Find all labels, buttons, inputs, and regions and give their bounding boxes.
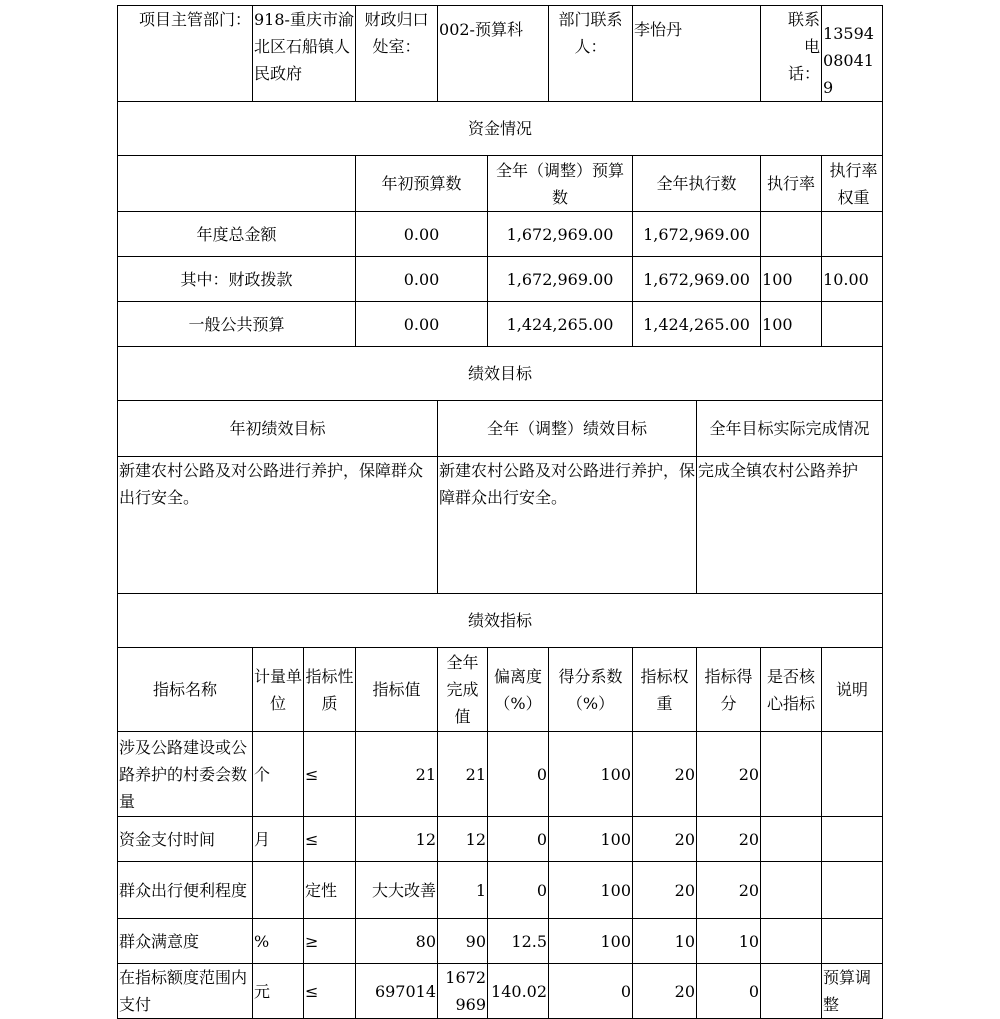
funds-row-rate: 100 [761,257,822,302]
ind-completed: 1672969 [438,964,488,1019]
ind-nature: ≥ [304,919,356,964]
goals-adjusted-text: 新建农村公路及对公路进行养护，保障群众出行安全。 [438,457,697,594]
funds-row-adjusted: 1,672,969.00 [488,212,633,257]
performance-table [117,5,883,1019]
ind-note [822,862,883,919]
ind-score: 20 [697,732,761,817]
ind-score: 20 [697,817,761,862]
ind-deviation: 0 [488,817,549,862]
ind-name: 涉及公路建设或公路养护的村委会数量 [118,732,253,817]
ind-score: 0 [697,964,761,1019]
ind-unit: % [253,919,304,964]
ind-core [761,964,822,1019]
funds-row-rate: 100 [761,302,822,347]
funds-row-adjusted: 1,672,969.00 [488,257,633,302]
ind-col-unit: 计量单位 [253,648,304,732]
goals-header-row [118,401,883,457]
funds-col-executed: 全年执行数 [633,156,761,212]
ind-weight: 10 [633,919,697,964]
dept-label: 项目主管部门： [118,6,253,102]
ind-col-coef: 得分系数（%） [549,648,633,732]
ind-col-nature: 指标性质 [304,648,356,732]
dept-value: 918-重庆市渝北区石船镇人民政府 [253,6,356,102]
funds-row-rate [761,212,822,257]
ind-coef: 100 [549,817,633,862]
ind-value: 12 [356,817,438,862]
ind-deviation: 0 [488,732,549,817]
ind-completed: 21 [438,732,488,817]
funds-row-weight [822,302,883,347]
ind-score: 20 [697,862,761,919]
ind-nature: 定性 [304,862,356,919]
funds-col-weight [822,156,883,212]
indicator-row [118,862,883,919]
contact-label: 部门联系人： [549,6,633,102]
ind-core [761,919,822,964]
funds-row-weight: 10.00 [822,257,883,302]
ind-completed: 12 [438,817,488,862]
funds-section-row [118,102,883,156]
funds-row-adjusted: 1,424,265.00 [488,302,633,347]
ind-col-completed: 全年完成值 [438,648,488,732]
funds-col-adjusted: 全年（调整）预算数 [488,156,633,212]
phone-label: 联系电话： [761,6,822,102]
ind-note [822,817,883,862]
funds-row [118,257,883,302]
indicator-row [118,919,883,964]
ind-nature: ≤ [304,817,356,862]
finance-value: 002-预算科 [438,6,549,102]
funds-row [118,212,883,257]
funds-row-initial: 0.00 [356,302,488,347]
funds-header-blank [118,156,356,212]
ind-col-value: 指标值 [356,648,438,732]
funds-row-executed: 1,672,969.00 [633,257,761,302]
indicator-row [118,964,883,1019]
ind-completed: 1 [438,862,488,919]
funds-row-label: 一般公共预算 [118,302,356,347]
indicator-row [118,732,883,817]
funds-row-initial: 0.00 [356,257,488,302]
ind-name: 群众出行便利程度 [118,862,253,919]
ind-name: 在指标额度范围内支付 [118,964,253,1019]
indicators-section-title: 绩效指标 [118,594,883,648]
ind-coef: 0 [549,964,633,1019]
contact-value: 李怡丹 [633,6,761,102]
ind-col-name: 指标名称 [118,648,253,732]
funds-col-weight-label: 执行率权重 [829,160,878,207]
ind-note: 预算调整 [822,964,883,1019]
ind-deviation: 140.02 [488,964,549,1019]
ind-nature: ≤ [304,964,356,1019]
ind-coef: 100 [549,732,633,817]
ind-value: 21 [356,732,438,817]
goals-col-initial: 年初绩效目标 [118,401,438,457]
funds-row-weight [822,212,883,257]
ind-weight: 20 [633,732,697,817]
funds-section-title: 资金情况 [118,102,883,156]
funds-row-label: 其中：财政拨款 [118,257,356,302]
header-row [118,6,883,102]
ind-note [822,919,883,964]
finance-label: 财政归口处室： [356,6,438,102]
ind-deviation: 12.5 [488,919,549,964]
ind-coef: 100 [549,862,633,919]
indicator-row [118,817,883,862]
ind-name: 群众满意度 [118,919,253,964]
ind-unit: 个 [253,732,304,817]
ind-unit: 月 [253,817,304,862]
ind-weight: 20 [633,964,697,1019]
ind-weight: 20 [633,817,697,862]
ind-col-score: 指标得分 [697,648,761,732]
goals-actual-text: 完成全镇农村公路养护 [697,457,883,594]
indicators-header-row [118,648,883,732]
ind-col-deviation: 偏离度（%） [488,648,549,732]
ind-col-core: 是否核心指标 [761,648,822,732]
ind-note [822,732,883,817]
ind-unit [253,862,304,919]
indicators-section-row [118,594,883,648]
funds-col-rate: 执行率 [761,156,822,212]
goals-section-title: 绩效目标 [118,347,883,401]
goals-initial-text: 新建农村公路及对公路进行养护，保障群众出行安全。 [118,457,438,594]
ind-core [761,732,822,817]
ind-coef: 100 [549,919,633,964]
ind-completed: 90 [438,919,488,964]
ind-col-weight: 指标权重 [633,648,697,732]
ind-score: 10 [697,919,761,964]
goals-section-row [118,347,883,401]
funds-row [118,302,883,347]
ind-core [761,817,822,862]
ind-nature: ≤ [304,732,356,817]
goals-content-row [118,457,883,594]
ind-col-note: 说明 [822,648,883,732]
funds-row-label: 年度总金额 [118,212,356,257]
goals-col-actual: 全年目标实际完成情况 [697,401,883,457]
goals-col-adjusted: 全年（调整）绩效目标 [438,401,697,457]
ind-core [761,862,822,919]
ind-deviation: 0 [488,862,549,919]
funds-row-executed: 1,672,969.00 [633,212,761,257]
ind-value: 80 [356,919,438,964]
ind-value: 大大改善 [356,862,438,919]
funds-col-initial: 年初预算数 [356,156,488,212]
ind-unit: 元 [253,964,304,1019]
ind-weight: 20 [633,862,697,919]
funds-row-executed: 1,424,265.00 [633,302,761,347]
funds-header-row [118,156,883,212]
funds-row-initial: 0.00 [356,212,488,257]
ind-name: 资金支付时间 [118,817,253,862]
phone-value: 13594080419 [822,6,883,102]
ind-value: 697014 [356,964,438,1019]
